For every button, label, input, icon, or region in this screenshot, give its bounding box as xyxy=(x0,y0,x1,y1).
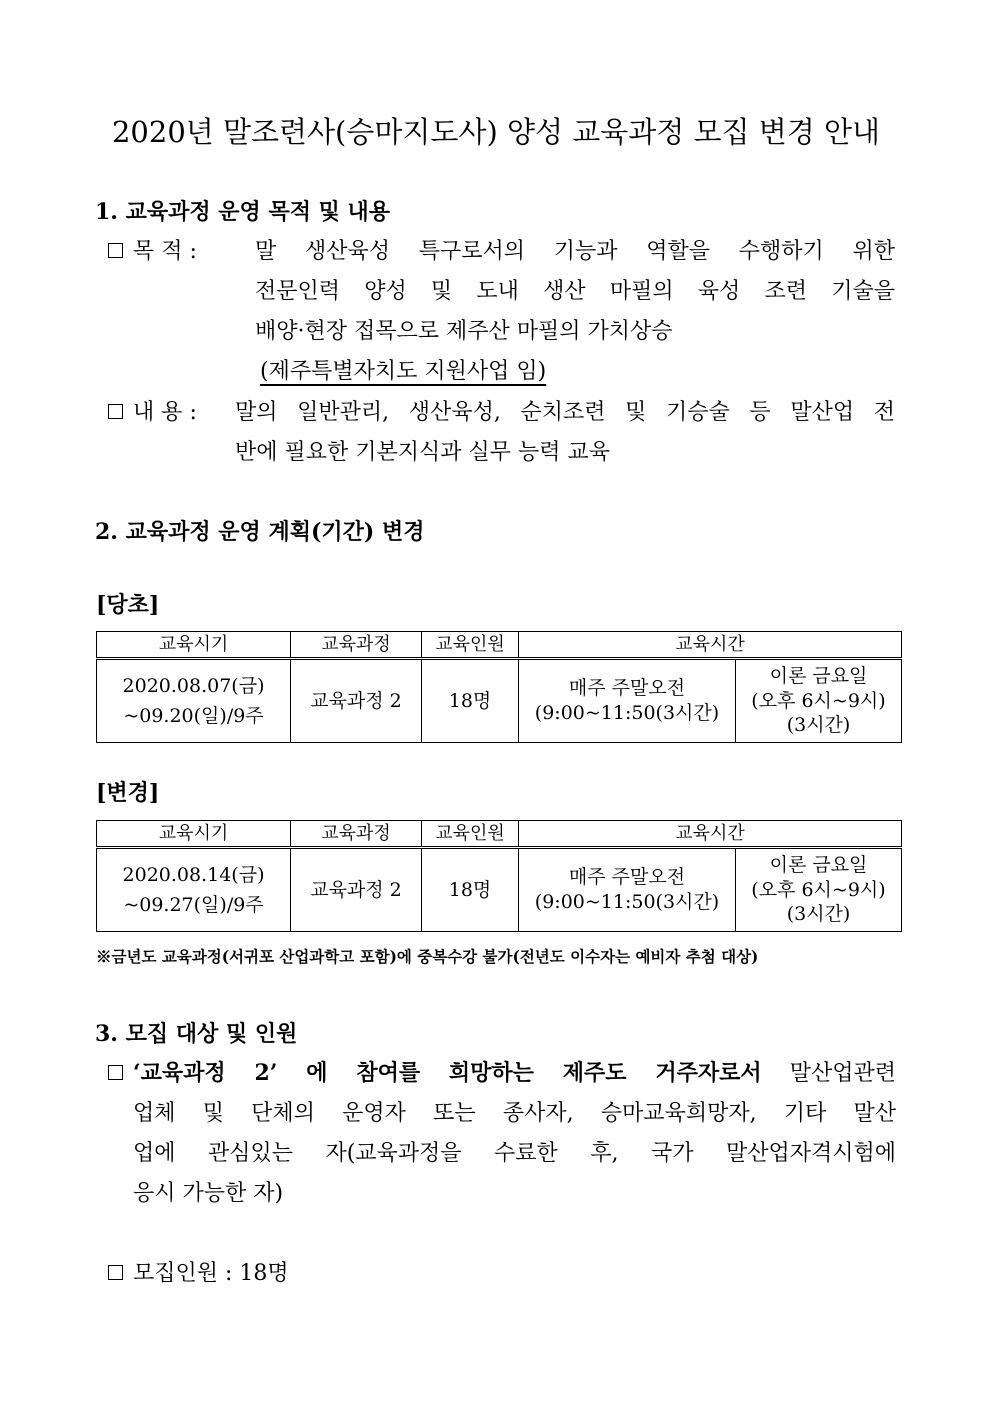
col-header-period: 교육시기 xyxy=(97,821,291,848)
section1-heading: 1. 교육과정 운영 목적 및 내용 xyxy=(95,199,391,225)
col-header-course: 교육과정 xyxy=(291,821,422,848)
purpose-label: 목 적 : xyxy=(108,234,197,265)
theory-time-cell: 이론 금요일 (오후 6시~9시) (3시간) xyxy=(736,659,902,743)
target-line-4: 응시 가능한 자) xyxy=(133,1181,284,1206)
content-line-1: 말의 일반관리, 생산육성, 순치조련 및 기승술 등 말산업 전 xyxy=(235,400,895,425)
col-header-course: 교육과정 xyxy=(291,632,422,659)
content-label: 내 용 : xyxy=(108,395,197,426)
section2-heading: 2. 교육과정 운영 계획(기간) 변경 xyxy=(95,519,425,545)
original-schedule-table xyxy=(96,631,902,743)
practice-time-cell: 매주 주말오전 (9:00~11:50(3시간) xyxy=(519,848,736,932)
checkbox-icon xyxy=(108,243,123,258)
col-header-count: 교육인원 xyxy=(422,821,519,848)
table-row xyxy=(97,848,902,932)
col-header-period: 교육시기 xyxy=(97,632,291,659)
target-line-3: 업에 관심있는 자(교육과정을 수료한 후, 국가 말산업자격시험에 xyxy=(133,1141,896,1166)
course-cell: 교육과정 2 xyxy=(291,848,422,932)
target-line-1: ‘교육과정 2’ 에 참여를 희망하는 제주도 거주자로서 말산업관련 xyxy=(108,1056,896,1087)
col-header-count: 교육인원 xyxy=(422,632,519,659)
col-header-time: 교육시간 xyxy=(519,632,902,659)
count-cell: 18명 xyxy=(422,659,519,743)
theory-time-cell: 이론 금요일 (오후 6시~9시) (3시간) xyxy=(736,848,902,932)
table-row xyxy=(97,659,902,743)
recruit-count: 모집인원 : 18명 xyxy=(108,1256,289,1287)
target-line-2: 업체 및 단체의 운영자 또는 종사자, 승마교육희망자, 기타 말산 xyxy=(133,1101,896,1126)
practice-time-cell: 매주 주말오전 (9:00~11:50(3시간) xyxy=(519,659,736,743)
count-cell: 18명 xyxy=(422,848,519,932)
checkbox-icon xyxy=(108,404,123,419)
page-title: 2020년 말조련사(승마지도사) 양성 교육과정 모집 변경 안내 xyxy=(111,115,881,149)
period-cell: 2020.08.07(금) ~09.20(일)/9주 xyxy=(97,659,291,743)
checkbox-icon xyxy=(108,1065,123,1080)
col-header-time: 교육시간 xyxy=(519,821,902,848)
changed-schedule-table xyxy=(96,820,902,932)
course-cell: 교육과정 2 xyxy=(291,659,422,743)
content-line-2: 반에 필요한 기본지식과 실무 능력 교육 xyxy=(235,440,610,465)
purpose-line-1: 말 생산육성 특구로서의 기능과 역할을 수행하기 위한 xyxy=(255,239,895,264)
duplicate-enrollment-note: ※금년도 교육과정(서귀포 산업과학고 포함)에 중복수강 불가(전년도 이수자는 예비자 추첨 대상) xyxy=(96,947,759,966)
purpose-note: (제주특별자치도 지원사업 임) xyxy=(260,359,547,384)
purpose-line-2: 전문인력 양성 및 도내 생산 마필의 육성 조련 기술을 xyxy=(255,279,895,304)
section3-heading: 3. 모집 대상 및 인원 xyxy=(95,1021,298,1047)
checkbox-icon xyxy=(108,1265,123,1280)
original-tag: [당초] xyxy=(96,592,160,618)
period-cell: 2020.08.14(금) ~09.27(일)/9주 xyxy=(97,848,291,932)
purpose-line-3: 배양·현장 접목으로 제주산 마필의 가치상승 xyxy=(255,319,673,344)
changed-tag: [변경] xyxy=(96,780,160,806)
